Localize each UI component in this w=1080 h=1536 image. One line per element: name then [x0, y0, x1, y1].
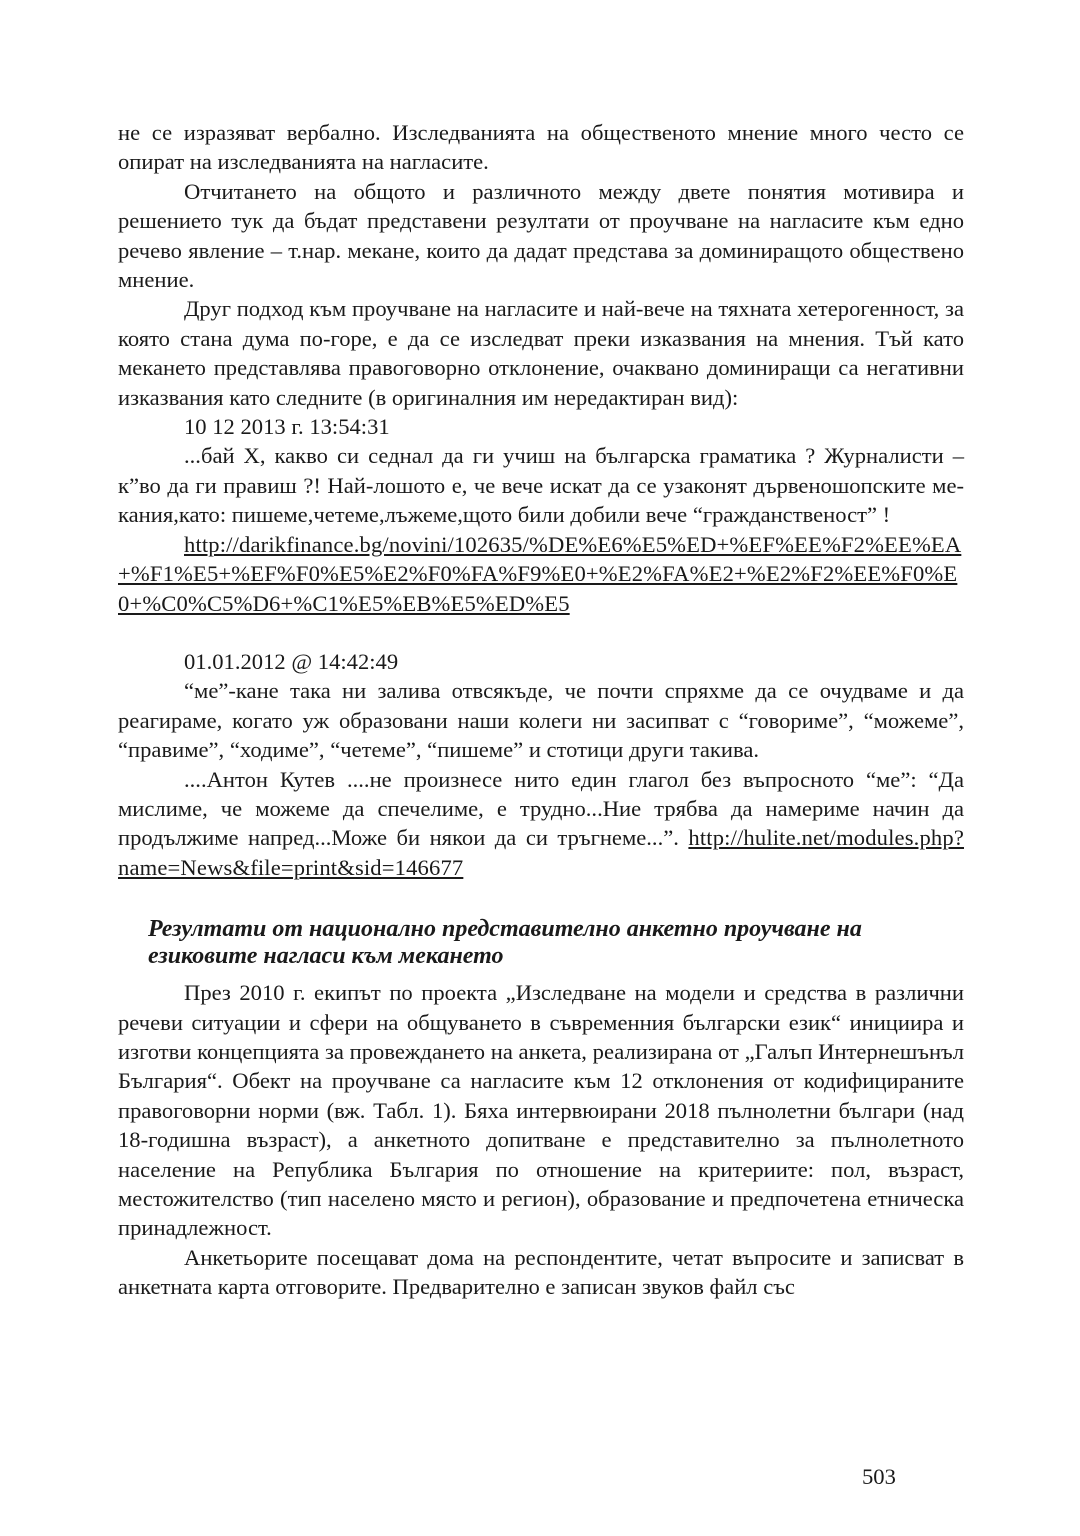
paragraph-5: Анкетьорите посещават дома на респондентите, четат въпросите и записват в анкетната карта отговорите. Предварително е записан звуков файл със	[118, 1244, 964, 1300]
quote-2: “ме”-кане така ни залива отвсякъде, че почти спряхме да се очудваме и да реагираме, когато уж образовани наши колеги ни засипват с “говориме”, “можеме”, “правиме”, “ходиме”, “четеме”, “пишеме” и стотици други такива.	[118, 678, 964, 763]
body-text	[118, 118, 964, 1302]
source-link-1-paragraph	[118, 530, 964, 618]
quote-3	[118, 765, 964, 883]
paragraph-2: Отчитането на общото и различното между двете понятия мотивира и решението тук да бъдат представени резултати от проучване на нагласите към едно речево явление – т.нар. мекане, които да дадат представа за доминиращото обществено мнение.	[118, 178, 964, 293]
section-heading: Резултати от национално представително анкетно проучване на езиковите нагласи към мекането	[148, 916, 862, 970]
page-number: 503	[862, 1464, 896, 1489]
paragraph-4: През 2010 г. екипът по проекта „Изследване на модели и средства в различни речеви ситуации и сфери на общуването в съвременния български език“ инициира и изготви концепцията за провеждането на анкета, реализирана от „Галъп Интернешънъл България“. Обект на проучване са нагласите към 12 отклонения от кодифицираните правоговорни норми (вж. Табл. 1). Бяха интервюирани 2018 пълнолетни българи (над 18-годишна възраст), а анкетното допитване е представително за пълнолетното население на Република България по отношение на критериите: пол, възраст, местожителство (тип населено място и регион), образование и предпочетена етническа принадлежност.	[118, 980, 964, 1241]
quote-1: ...бай Х, какво си седнал да ги учиш на българска граматика ? Журналисти – к”во да ги правиш ?! Най-лошото е, че вече искат да се узаконят дървеношопските ме-кания,като: пишеме,четеме,лъжеме,щото били добили вече “гражданственост” !	[118, 443, 964, 528]
paragraph-3: Друг подход към проучване на нагласите и най-вече на тяхната хетерогенност, за която стана дума по-горе, е да се изследват преки изказвания на мнения. Тъй като мекането представлява правоговорно отклонение, очаквано доминиращи са негативни изказвания като следните (в оригиналния им нередактиран вид):	[118, 296, 964, 410]
quote-3-text: ....Антон Кутев ....не произнесе нито един глагол без въпросното “ме”: “Да мислиме, че можеме да спечелиме, е трудно...Ние трябва да намериме начин да продължиме напред...Може би някои да си тръгнеме...”.	[118, 766, 964, 851]
spacer	[118, 618, 964, 647]
source-link-2[interactable]: http://hulite.net/modules.php?name=News&file=print&sid=146677	[118, 825, 964, 880]
quote-date-2: 01.01.2012 @ 14:42:49	[184, 648, 399, 674]
paragraph-1: не се изразяват вербално. Изследванията на общественото мнение много често се опират на изследванията на нагласите.	[118, 120, 964, 175]
source-link-1[interactable]: http://darikfinance.bg/novini/102635/%DE%E6%E5%ED+%EF%EE%F2%EE%EA+%F1%E5+%EF%F0%E5%E2%F0%FA%F9%E0+%E2%FA%E2+%E2%F2%EE%F0%E0+%C0%C5%D6+%C1%E5%EB%E5%ED%E5	[118, 531, 962, 616]
quote-date-1: 10 12 2013 г. 13:54:31	[184, 414, 390, 440]
spacer	[118, 882, 964, 904]
